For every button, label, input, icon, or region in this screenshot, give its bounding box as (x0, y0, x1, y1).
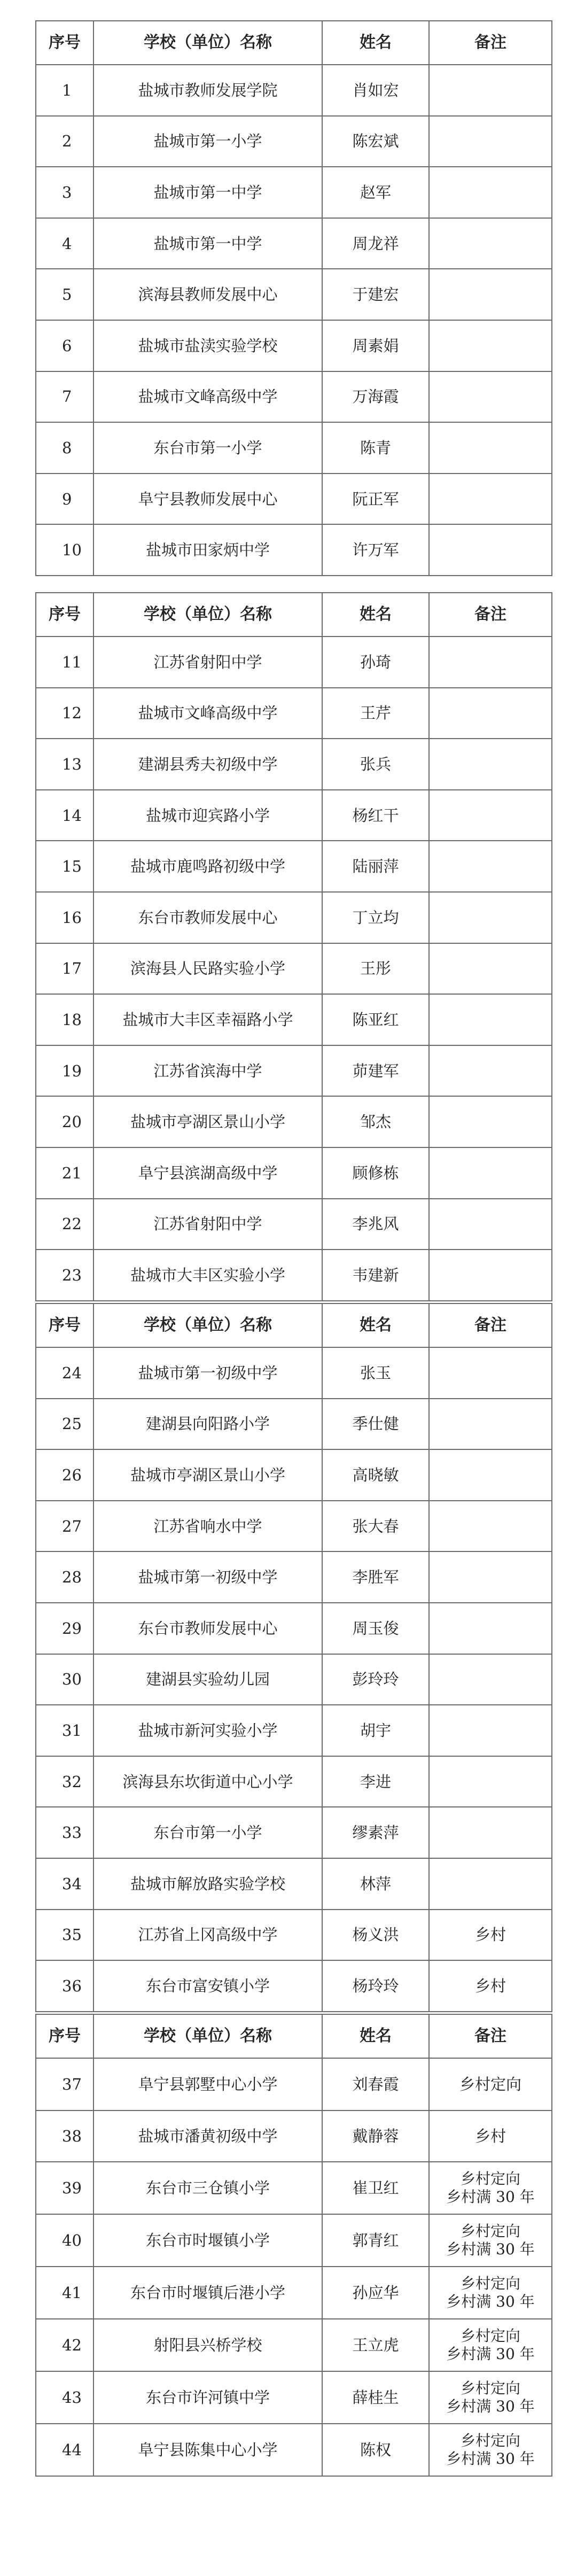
name-cell: 周玉俊 (322, 1603, 429, 1654)
name-cell: 杨玲玲 (322, 1960, 429, 2012)
seq-cell: 11 (36, 637, 93, 688)
note-cell (429, 1250, 552, 1301)
school-cell: 盐城市文峰高级中学 (93, 688, 322, 739)
header-name: 姓名 (322, 1303, 429, 1347)
school-cell: 东台市许河镇中学 (93, 2371, 322, 2424)
school-cell: 盐城市亭湖区景山小学 (93, 1096, 322, 1147)
table-row (36, 2424, 552, 2476)
name-cell: 季仕健 (322, 1399, 429, 1450)
table-row (36, 1347, 552, 1399)
name-cell: 王立虎 (322, 2319, 429, 2371)
header-school: 学校（单位）名称 (93, 21, 322, 65)
note-cell: 乡村 (429, 1910, 552, 1961)
header-note: 备注 (429, 593, 552, 637)
seq-cell: 14 (36, 790, 93, 841)
table-row (36, 1910, 552, 1961)
note-cell (429, 320, 552, 371)
school-cell: 盐城市第一初级中学 (93, 1551, 322, 1603)
name-cell: 邹杰 (322, 1096, 429, 1147)
table-row (36, 524, 552, 576)
note-cell (429, 1705, 552, 1756)
table-row (36, 1045, 552, 1097)
table-row (36, 371, 552, 423)
note-cell (429, 474, 552, 525)
table-header-row (36, 2014, 552, 2058)
note-cell (429, 1807, 552, 1858)
school-cell: 东台市教师发展中心 (93, 892, 322, 943)
note-cell (429, 1147, 552, 1199)
school-cell: 盐城市鹿鸣路初级中学 (93, 841, 322, 892)
seq-cell: 18 (36, 994, 93, 1045)
table-row (36, 1960, 552, 2012)
note-cell (429, 1199, 552, 1250)
header-school: 学校（单位）名称 (93, 2014, 322, 2058)
note-cell (429, 1045, 552, 1097)
table-row (36, 1603, 552, 1654)
name-cell: 高晓敏 (322, 1449, 429, 1501)
seq-cell: 33 (36, 1807, 93, 1858)
note-cell (429, 167, 552, 218)
seq-cell: 5 (36, 269, 93, 320)
name-cell: 于建宏 (322, 269, 429, 320)
table-row (36, 116, 552, 167)
table-row (36, 1147, 552, 1199)
note-cell (429, 688, 552, 739)
seq-cell: 42 (36, 2319, 93, 2371)
seq-cell: 29 (36, 1603, 93, 1654)
name-cell: 李进 (322, 1756, 429, 1807)
school-cell: 盐城市第一中学 (93, 167, 322, 218)
table-row (36, 688, 552, 739)
seq-cell: 20 (36, 1096, 93, 1147)
seq-cell: 22 (36, 1199, 93, 1250)
header-name: 姓名 (322, 593, 429, 637)
roster-table-3 (35, 1303, 552, 2012)
name-cell: 顾修栋 (322, 1147, 429, 1199)
header-seq: 序号 (36, 2014, 93, 2058)
seq-cell: 10 (36, 524, 93, 576)
table-row (36, 2267, 552, 2319)
seq-cell: 7 (36, 371, 93, 423)
name-cell: 丁立均 (322, 892, 429, 943)
seq-cell: 36 (36, 1960, 93, 2012)
school-cell: 江苏省射阳中学 (93, 637, 322, 688)
seq-cell: 2 (36, 116, 93, 167)
seq-cell: 3 (36, 167, 93, 218)
seq-cell: 15 (36, 841, 93, 892)
seq-cell: 4 (36, 218, 93, 269)
name-cell: 张大春 (322, 1501, 429, 1552)
name-cell: 李兆风 (322, 1199, 429, 1250)
school-cell: 东台市第一小学 (93, 422, 322, 474)
table-row (36, 1250, 552, 1301)
note-line-1: 乡村定向 (460, 2170, 520, 2187)
name-cell: 陈亚红 (322, 994, 429, 1045)
name-cell: 缪素萍 (322, 1807, 429, 1858)
table-row (36, 1858, 552, 1910)
note-cell (429, 1603, 552, 1654)
roster-table-4 (35, 2014, 552, 2477)
seq-cell: 17 (36, 943, 93, 995)
name-cell: 万海霞 (322, 371, 429, 423)
header-seq: 序号 (36, 593, 93, 637)
table-row (36, 841, 552, 892)
seq-cell: 24 (36, 1347, 93, 1399)
note-cell (429, 1551, 552, 1603)
note-line-1: 乡村定向 (460, 2327, 520, 2345)
school-cell: 盐城市大丰区实验小学 (93, 1250, 322, 1301)
table-row (36, 1199, 552, 1250)
school-cell: 东台市时堰镇后港小学 (93, 2267, 322, 2319)
name-cell: 彭玲玲 (322, 1654, 429, 1705)
name-cell: 阮正军 (322, 474, 429, 525)
note-cell (429, 422, 552, 474)
table-header-row (36, 1303, 552, 1347)
note-cell (429, 218, 552, 269)
table-row (36, 1756, 552, 1807)
school-cell: 建湖县实验幼儿园 (93, 1654, 322, 1705)
note-cell (429, 65, 552, 116)
roster-table-2 (35, 592, 552, 1301)
seq-cell: 44 (36, 2424, 93, 2476)
school-cell: 江苏省射阳中学 (93, 1199, 322, 1250)
note-cell (429, 2319, 552, 2371)
school-cell: 盐城市盐渎实验学校 (93, 320, 322, 371)
note-line-1: 乡村定向 (460, 2379, 520, 2397)
table-row (36, 167, 552, 218)
seq-cell: 32 (36, 1756, 93, 1807)
seq-cell: 12 (36, 688, 93, 739)
school-cell: 盐城市田家炳中学 (93, 524, 322, 576)
school-cell: 东台市教师发展中心 (93, 1603, 322, 1654)
note-cell (429, 2371, 552, 2424)
table-row (36, 1501, 552, 1552)
note-cell (429, 269, 552, 320)
school-cell: 盐城市新河实验小学 (93, 1705, 322, 1756)
note-cell (429, 1399, 552, 1450)
school-cell: 盐城市第一中学 (93, 218, 322, 269)
table-row (36, 2058, 552, 2111)
school-cell: 江苏省上冈高级中学 (93, 1910, 322, 1961)
name-cell: 许万军 (322, 524, 429, 576)
table-row (36, 474, 552, 525)
school-cell: 东台市三仓镇小学 (93, 2162, 322, 2214)
note-cell (429, 371, 552, 423)
school-cell: 盐城市解放路实验学校 (93, 1858, 322, 1910)
school-cell: 滨海县东坎街道中心小学 (93, 1756, 322, 1807)
note-line-1: 乡村定向 (460, 2432, 520, 2449)
table-row (36, 790, 552, 841)
school-cell: 建湖县向阳路小学 (93, 1399, 322, 1450)
note-line-2: 乡村满 30 年 (446, 2397, 535, 2415)
school-cell: 东台市时堰镇小学 (93, 2214, 322, 2267)
school-cell: 滨海县教师发展中心 (93, 269, 322, 320)
name-cell: 杨红干 (322, 790, 429, 841)
note-line-2: 乡村满 30 年 (446, 2188, 535, 2206)
note-cell (429, 524, 552, 576)
name-cell: 张玉 (322, 1347, 429, 1399)
note-cell: 乡村定向 (429, 2058, 552, 2111)
table-row (36, 2371, 552, 2424)
table-row (36, 739, 552, 790)
name-cell: 胡宇 (322, 1705, 429, 1756)
school-cell: 建湖县秀夫初级中学 (93, 739, 322, 790)
school-cell: 阜宁县滨湖高级中学 (93, 1147, 322, 1199)
table-row (36, 892, 552, 943)
school-cell: 东台市第一小学 (93, 1807, 322, 1858)
table-row (36, 994, 552, 1045)
table-row (36, 2214, 552, 2267)
table-row (36, 943, 552, 995)
note-line-1: 乡村定向 (460, 2222, 520, 2240)
name-cell: 肖如宏 (322, 65, 429, 116)
seq-cell: 38 (36, 2111, 93, 2162)
name-cell: 杨义洪 (322, 1910, 429, 1961)
header-school: 学校（单位）名称 (93, 593, 322, 637)
note-cell: 乡村 (429, 1960, 552, 2012)
seq-cell: 40 (36, 2214, 93, 2267)
name-cell: 刘春霞 (322, 2058, 429, 2111)
seq-cell: 9 (36, 474, 93, 525)
seq-cell: 16 (36, 892, 93, 943)
header-note: 备注 (429, 21, 552, 65)
note-line-1: 乡村定向 (460, 2275, 520, 2292)
name-cell: 李胜军 (322, 1551, 429, 1603)
name-cell: 张兵 (322, 739, 429, 790)
note-line-2: 乡村满 30 年 (446, 2450, 535, 2468)
seq-cell: 28 (36, 1551, 93, 1603)
note-cell (429, 943, 552, 995)
seq-cell: 30 (36, 1654, 93, 1705)
table-header-row (36, 21, 552, 65)
table-row (36, 320, 552, 371)
school-cell: 盐城市迎宾路小学 (93, 790, 322, 841)
school-cell: 江苏省响水中学 (93, 1501, 322, 1552)
name-cell: 林萍 (322, 1858, 429, 1910)
seq-cell: 26 (36, 1449, 93, 1501)
name-cell: 茆建军 (322, 1045, 429, 1097)
note-cell (429, 1449, 552, 1501)
seq-cell: 43 (36, 2371, 93, 2424)
school-cell: 盐城市第一初级中学 (93, 1347, 322, 1399)
note-cell (429, 116, 552, 167)
note-cell (429, 2424, 552, 2476)
header-school: 学校（单位）名称 (93, 1303, 322, 1347)
name-cell: 薛桂生 (322, 2371, 429, 2424)
table-row (36, 2319, 552, 2371)
note-cell: 乡村 (429, 2111, 552, 2162)
note-cell (429, 1756, 552, 1807)
header-seq: 序号 (36, 1303, 93, 1347)
seq-cell: 34 (36, 1858, 93, 1910)
note-cell (429, 637, 552, 688)
header-note: 备注 (429, 1303, 552, 1347)
seq-cell: 13 (36, 739, 93, 790)
table-row (36, 1096, 552, 1147)
note-line-2: 乡村满 30 年 (446, 2240, 535, 2258)
note-cell (429, 1858, 552, 1910)
name-cell: 赵军 (322, 167, 429, 218)
school-cell: 射阳县兴桥学校 (93, 2319, 322, 2371)
school-cell: 江苏省滨海中学 (93, 1045, 322, 1097)
header-note: 备注 (429, 2014, 552, 2058)
table-row (36, 1551, 552, 1603)
name-cell: 王彤 (322, 943, 429, 995)
seq-cell: 6 (36, 320, 93, 371)
header-name: 姓名 (322, 2014, 429, 2058)
school-cell: 滨海县人民路实验小学 (93, 943, 322, 995)
seq-cell: 19 (36, 1045, 93, 1097)
seq-cell: 21 (36, 1147, 93, 1199)
name-cell: 孙琦 (322, 637, 429, 688)
table-row (36, 269, 552, 320)
table-row (36, 1654, 552, 1705)
note-cell (429, 739, 552, 790)
name-cell: 周素娟 (322, 320, 429, 371)
name-cell: 陈青 (322, 422, 429, 474)
header-seq: 序号 (36, 21, 93, 65)
table-row (36, 2111, 552, 2162)
table-row (36, 218, 552, 269)
seq-cell: 23 (36, 1250, 93, 1301)
seq-cell: 31 (36, 1705, 93, 1756)
note-cell (429, 1654, 552, 1705)
table-row (36, 1449, 552, 1501)
header-name: 姓名 (322, 21, 429, 65)
seq-cell: 41 (36, 2267, 93, 2319)
name-cell: 孙应华 (322, 2267, 429, 2319)
table-row (36, 637, 552, 688)
seq-cell: 35 (36, 1910, 93, 1961)
note-cell (429, 2267, 552, 2319)
school-cell: 东台市富安镇小学 (93, 1960, 322, 2012)
name-cell: 周龙祥 (322, 218, 429, 269)
note-cell (429, 2162, 552, 2214)
table-header-row (36, 593, 552, 637)
table-row (36, 2162, 552, 2214)
note-cell (429, 790, 552, 841)
note-cell (429, 994, 552, 1045)
seq-cell: 37 (36, 2058, 93, 2111)
name-cell: 陈宏斌 (322, 116, 429, 167)
seq-cell: 27 (36, 1501, 93, 1552)
table-row (36, 1399, 552, 1450)
school-cell: 盐城市潘黄初级中学 (93, 2111, 322, 2162)
seq-cell: 25 (36, 1399, 93, 1450)
school-cell: 盐城市文峰高级中学 (93, 371, 322, 423)
name-cell: 王芹 (322, 688, 429, 739)
note-cell (429, 1347, 552, 1399)
school-cell: 阜宁县陈集中心小学 (93, 2424, 322, 2476)
table-row (36, 1705, 552, 1756)
name-cell: 郭青红 (322, 2214, 429, 2267)
seq-cell: 8 (36, 422, 93, 474)
seq-cell: 1 (36, 65, 93, 116)
school-cell: 盐城市教师发展学院 (93, 65, 322, 116)
table-row (36, 1807, 552, 1858)
note-cell (429, 1096, 552, 1147)
name-cell: 崔卫红 (322, 2162, 429, 2214)
name-cell: 韦建新 (322, 1250, 429, 1301)
school-cell: 盐城市第一小学 (93, 116, 322, 167)
name-cell: 陈权 (322, 2424, 429, 2476)
note-cell (429, 892, 552, 943)
note-cell (429, 2214, 552, 2267)
school-cell: 盐城市大丰区幸福路小学 (93, 994, 322, 1045)
school-cell: 阜宁县郭墅中心小学 (93, 2058, 322, 2111)
name-cell: 戴静蓉 (322, 2111, 429, 2162)
note-line-2: 乡村满 30 年 (446, 2293, 535, 2310)
note-cell (429, 841, 552, 892)
table-row (36, 65, 552, 116)
note-cell (429, 1501, 552, 1552)
seq-cell: 39 (36, 2162, 93, 2214)
school-cell: 盐城市亭湖区景山小学 (93, 1449, 322, 1501)
roster-table-1 (35, 20, 552, 576)
note-line-2: 乡村满 30 年 (446, 2345, 535, 2363)
name-cell: 陆丽萍 (322, 841, 429, 892)
school-cell: 阜宁县教师发展中心 (93, 474, 322, 525)
table-row (36, 422, 552, 474)
